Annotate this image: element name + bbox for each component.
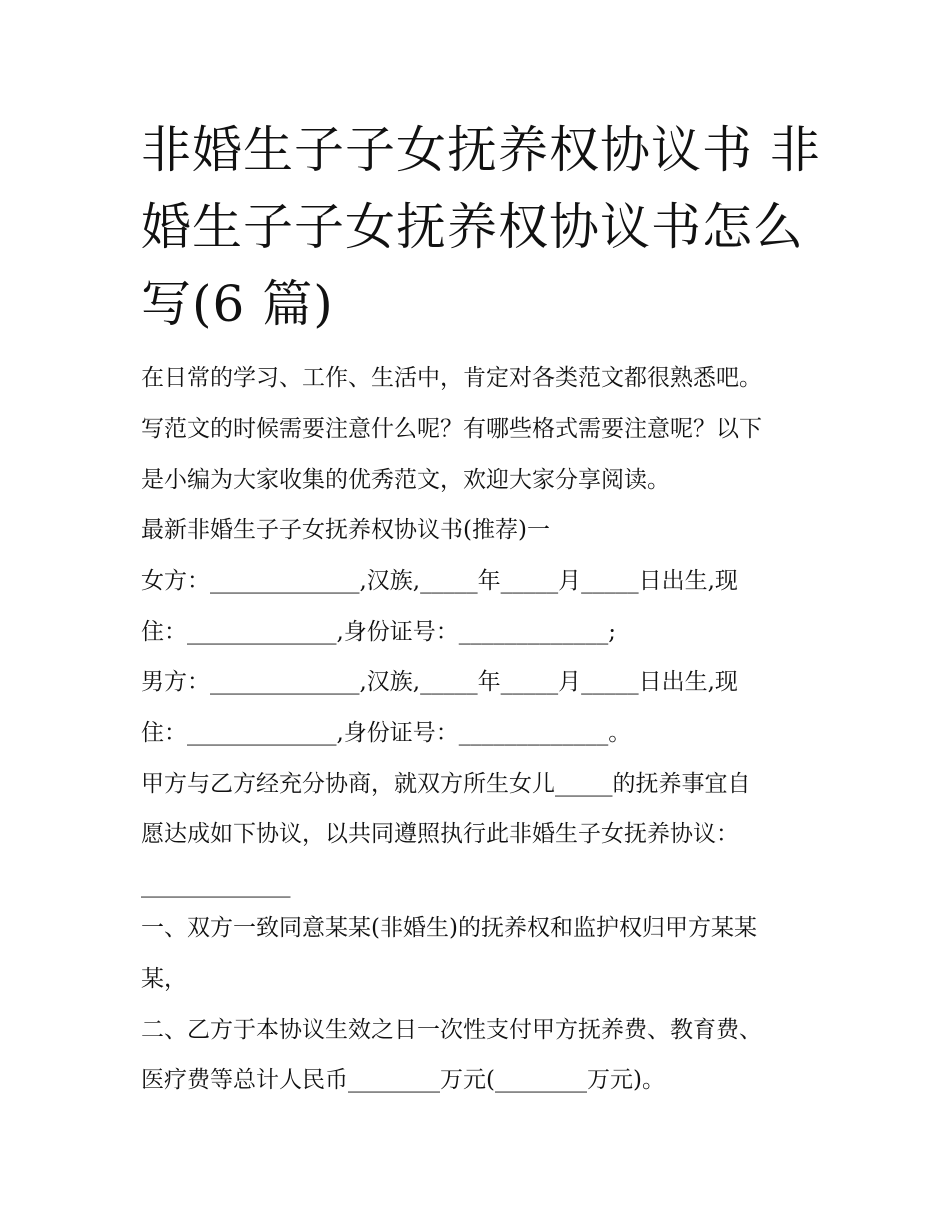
female-party-line: 女方：_____________,汉族,_____年_____月_____日出生,现 <box>141 568 738 594</box>
intro-line-3: 是小编为大家收集的优秀范文，欢迎大家分享阅读。 <box>141 467 670 493</box>
clause-1-line-2: 某， <box>141 966 187 992</box>
male-party-line: 男方：_____________,汉族,_____年_____月_____日出生,现 <box>141 669 738 695</box>
agreement-intro-line-2: 愿达成如下协议，以共同遵照执行此非婚生子女抚养协议： <box>141 821 739 847</box>
male-address-line: 住：_____________,身份证号：_____________。 <box>141 720 632 746</box>
clause-2-line-1: 二、乙方于本协议生效之日一次性支付甲方抚养费、教育费、 <box>141 1017 762 1043</box>
intro-line-2: 写范文的时候需要注意什么呢？有哪些格式需要注意呢？以下 <box>141 416 762 442</box>
clause-2-line-2: 医疗费等总计人民币________万元(________万元)。 <box>141 1067 665 1093</box>
document-title <box>141 112 821 343</box>
section-heading: 最新非婚生子子女抚养权协议书(推荐)一 <box>141 517 550 543</box>
female-address-line: 住：_____________,身份证号：_____________; <box>141 619 617 645</box>
blank-line: _____________ <box>141 872 291 898</box>
title-line-1: 非婚生子子女抚养权协议书 非 <box>141 121 821 179</box>
intro-line-1: 在日常的学习、工作、生活中，肯定对各类范文都很熟悉吧。 <box>141 365 762 391</box>
clause-1-line-1: 一、双方一致同意某某(非婚生)的抚养权和监护权归甲方某某 <box>141 915 757 941</box>
agreement-intro-line-1: 甲方与乙方经充分协商，就双方所生女儿_____的抚养事宜自 <box>141 771 751 797</box>
title-line-3: 写(6 篇) <box>141 275 334 333</box>
title-line-2: 婚生子子女抚养权协议书怎么 <box>141 198 804 256</box>
